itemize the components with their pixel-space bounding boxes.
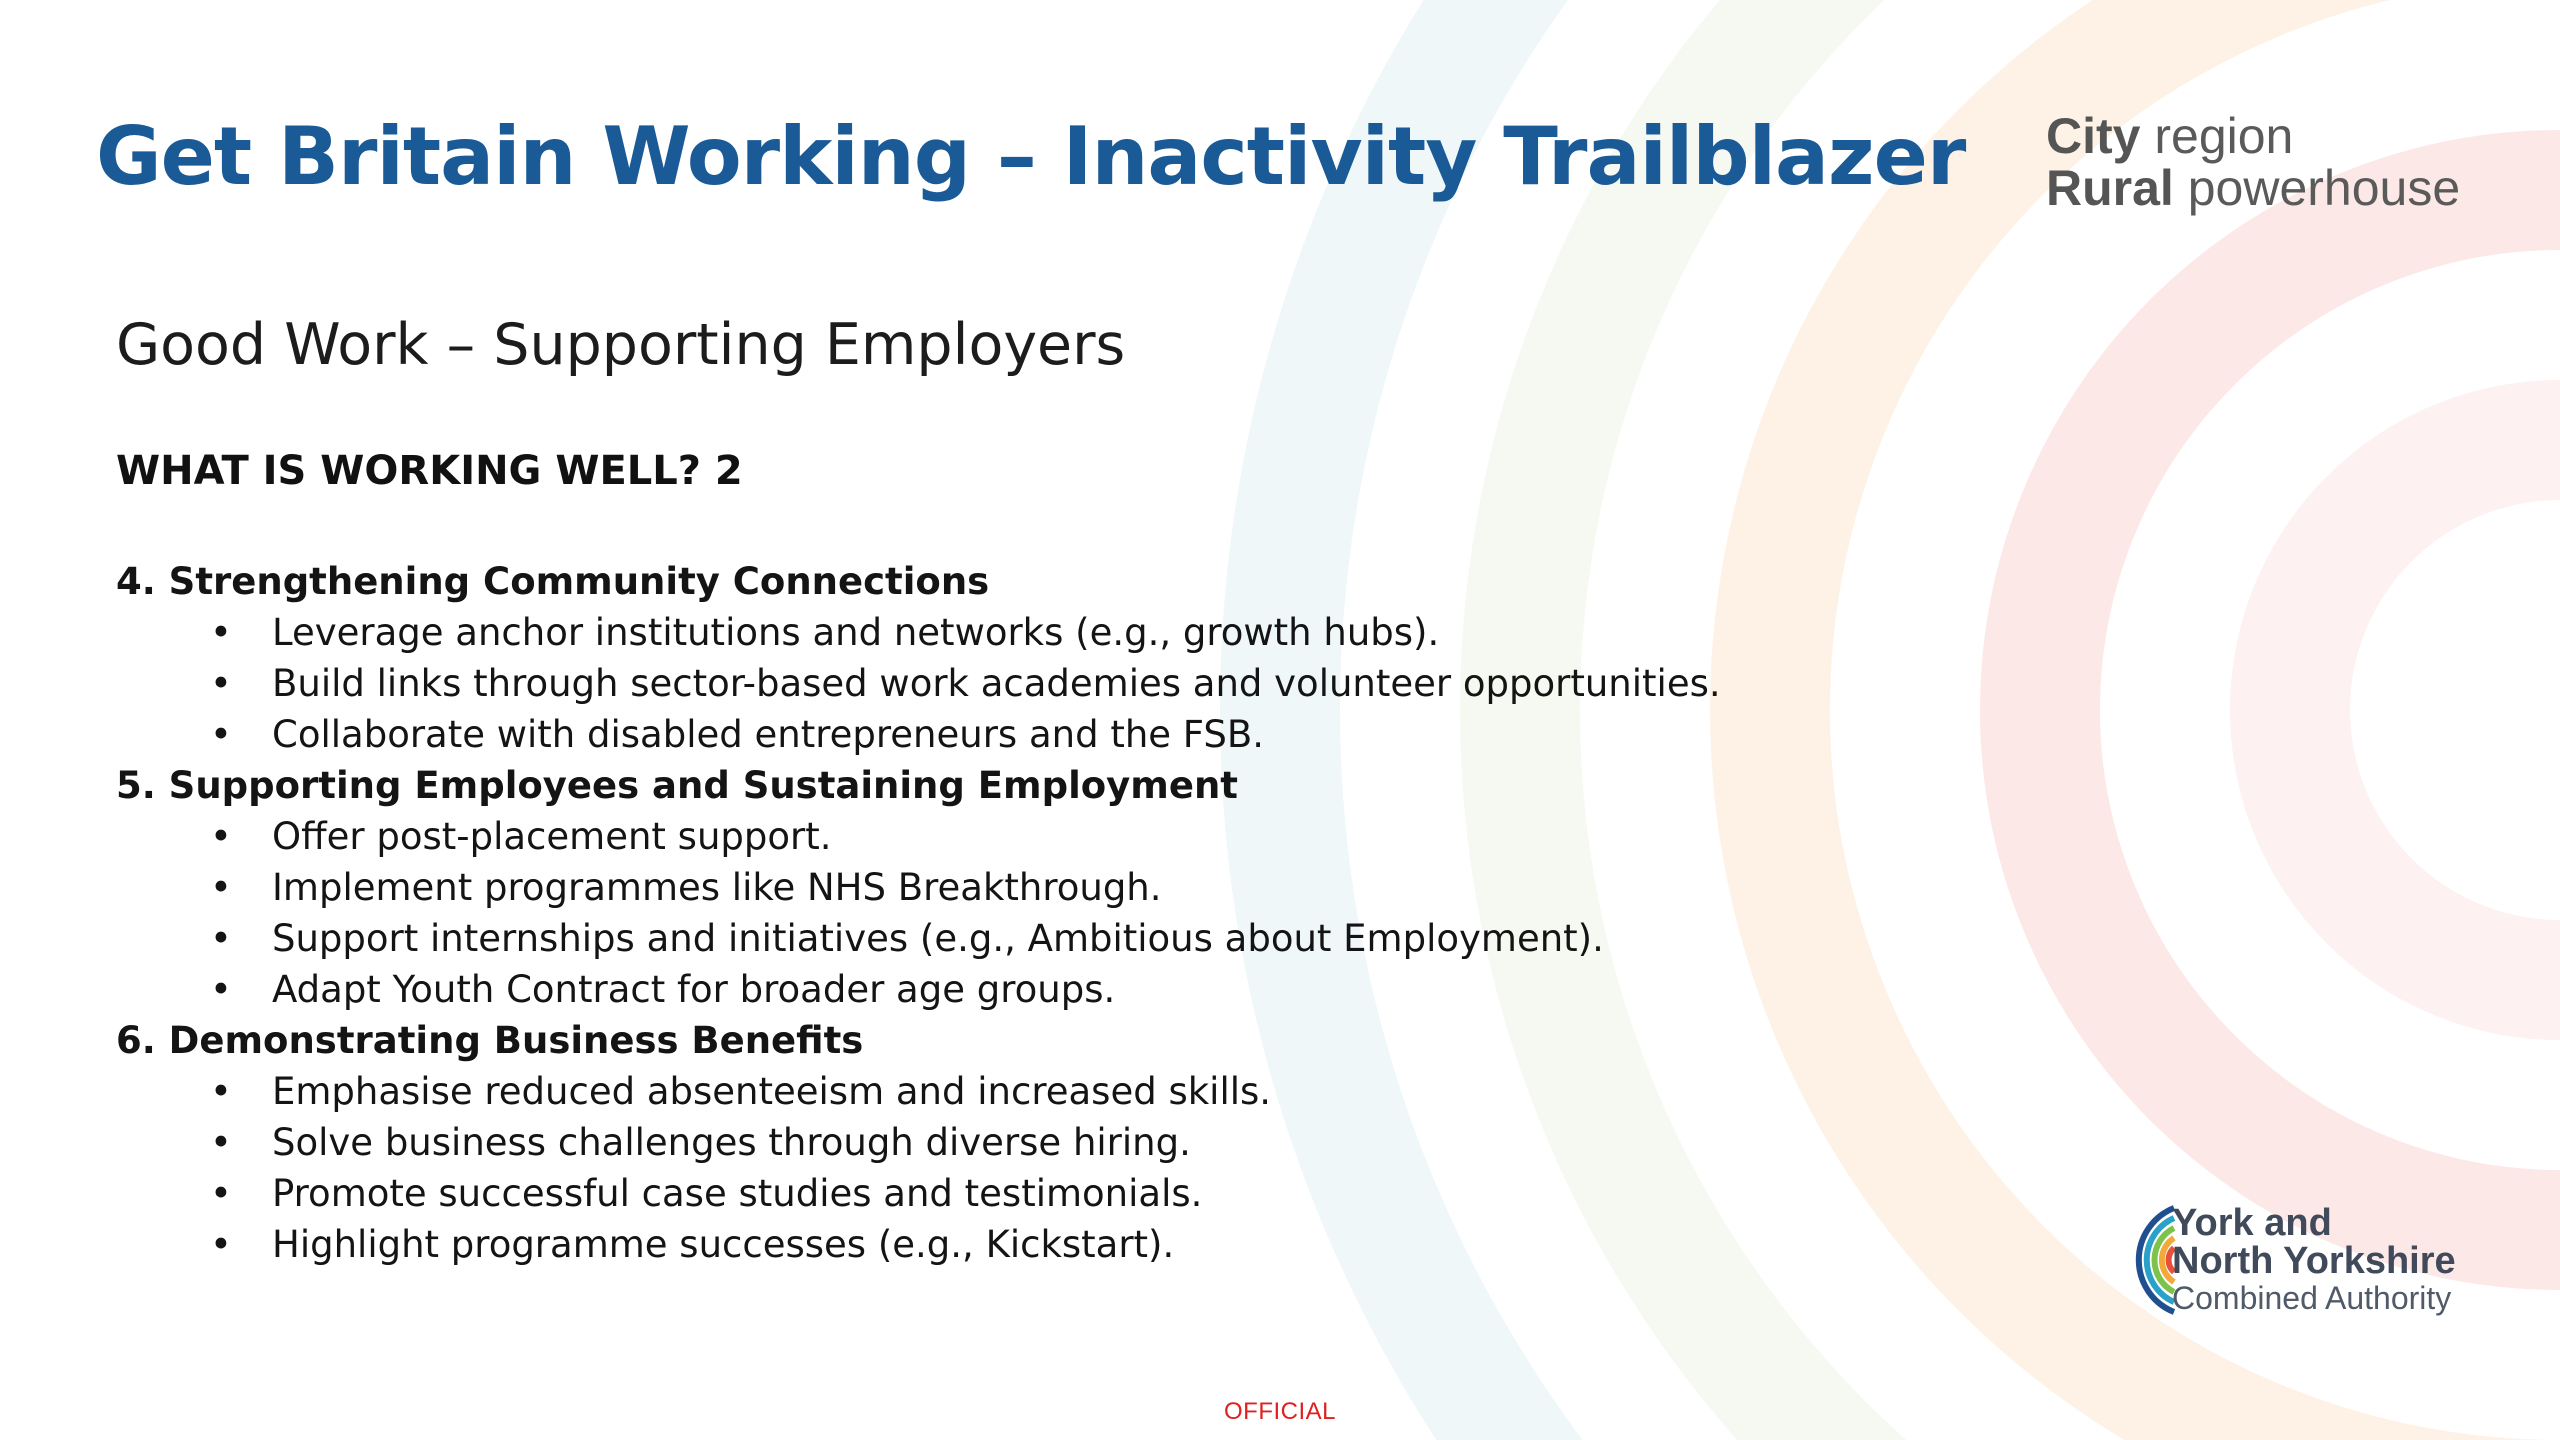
list-item-text: Offer post-placement support. (272, 815, 832, 858)
bullet-icon: • (210, 611, 232, 654)
list-item-text: Emphasise reduced absenteeism and increased skills. (272, 1070, 1272, 1113)
authority-logo-line-1: York and (2172, 1202, 2332, 1244)
list-item (116, 811, 1816, 862)
york-north-yorkshire-combined-authority-logo (2104, 1200, 2464, 1330)
group-title: 5. Supporting Employees and Sustaining Employment (116, 764, 1238, 807)
brand-line-2-bold: Rural (2046, 160, 2174, 216)
list-item (116, 709, 1816, 760)
classification-label: OFFICIAL (1223, 1398, 1336, 1425)
list-item-text: Leverage anchor institutions and networks (e.g., growth hubs). (272, 611, 1440, 654)
bullet-icon: • (210, 1121, 232, 1164)
authority-logo-line-3: Combined Authority (2172, 1280, 2452, 1316)
content-body (116, 556, 1816, 1270)
list-item-text: Promote successful case studies and testimonials. (272, 1172, 1203, 1215)
authority-rings-icon (2104, 1200, 2182, 1320)
list-item-text: Support internships and initiatives (e.g., Ambitious about Employment). (272, 917, 1604, 960)
list-item (116, 913, 1816, 964)
bullet-icon: • (210, 713, 232, 756)
list-item (116, 862, 1816, 913)
bullet-icon: • (210, 968, 232, 1011)
list-item (116, 1117, 1816, 1168)
bullet-icon: • (210, 1172, 232, 1215)
bullet-list (116, 811, 1816, 1015)
list-item (116, 607, 1816, 658)
section-heading: WHAT IS WORKING WELL? 2 (116, 448, 743, 494)
bullet-icon: • (210, 917, 232, 960)
group-4 (116, 556, 1816, 760)
list-item (116, 658, 1816, 709)
list-item (116, 1219, 1816, 1270)
list-item (116, 964, 1816, 1015)
list-item-text: Collaborate with disabled entrepreneurs and the FSB. (272, 713, 1265, 756)
bullet-icon: • (210, 866, 232, 909)
list-item-text: Solve business challenges through diverse hiring. (272, 1121, 1191, 1164)
slide-subtitle: Good Work – Supporting Employers (116, 312, 1126, 378)
brand-line-1-bold: City (2046, 108, 2141, 164)
list-item-text: Highlight programme successes (e.g., Kickstart). (272, 1223, 1175, 1266)
slide-title: Get Britain Working – Inactivity Trailblazer (96, 110, 1966, 203)
list-item-text: Implement programmes like NHS Breakthrough. (272, 866, 1162, 909)
bullet-icon: • (210, 1070, 232, 1113)
group-title: 4. Strengthening Community Connections (116, 560, 990, 603)
brand-line-1-light: region (2154, 108, 2294, 164)
brand-line-2-light: powerhouse (2187, 160, 2461, 216)
group-6 (116, 1015, 1816, 1270)
bullet-icon: • (210, 1223, 232, 1266)
authority-logo-text (2172, 1204, 2456, 1316)
list-item (116, 1066, 1816, 1117)
bullet-icon: • (210, 662, 232, 705)
brand-line-1 (2046, 110, 2460, 162)
authority-logo-line-2: North Yorkshire (2172, 1240, 2456, 1282)
bullet-list (116, 1066, 1816, 1270)
group-5 (116, 760, 1816, 1015)
bullet-icon: • (210, 815, 232, 858)
brand-line-2 (2046, 162, 2460, 214)
list-item-text: Adapt Youth Contract for broader age groups. (272, 968, 1116, 1011)
list-item-text: Build links through sector-based work academies and volunteer opportunities. (272, 662, 1721, 705)
group-title: 6. Demonstrating Business Benefits (116, 1019, 864, 1062)
bullet-list (116, 607, 1816, 760)
list-item (116, 1168, 1816, 1219)
city-region-rural-powerhouse-logo (2046, 110, 2460, 214)
